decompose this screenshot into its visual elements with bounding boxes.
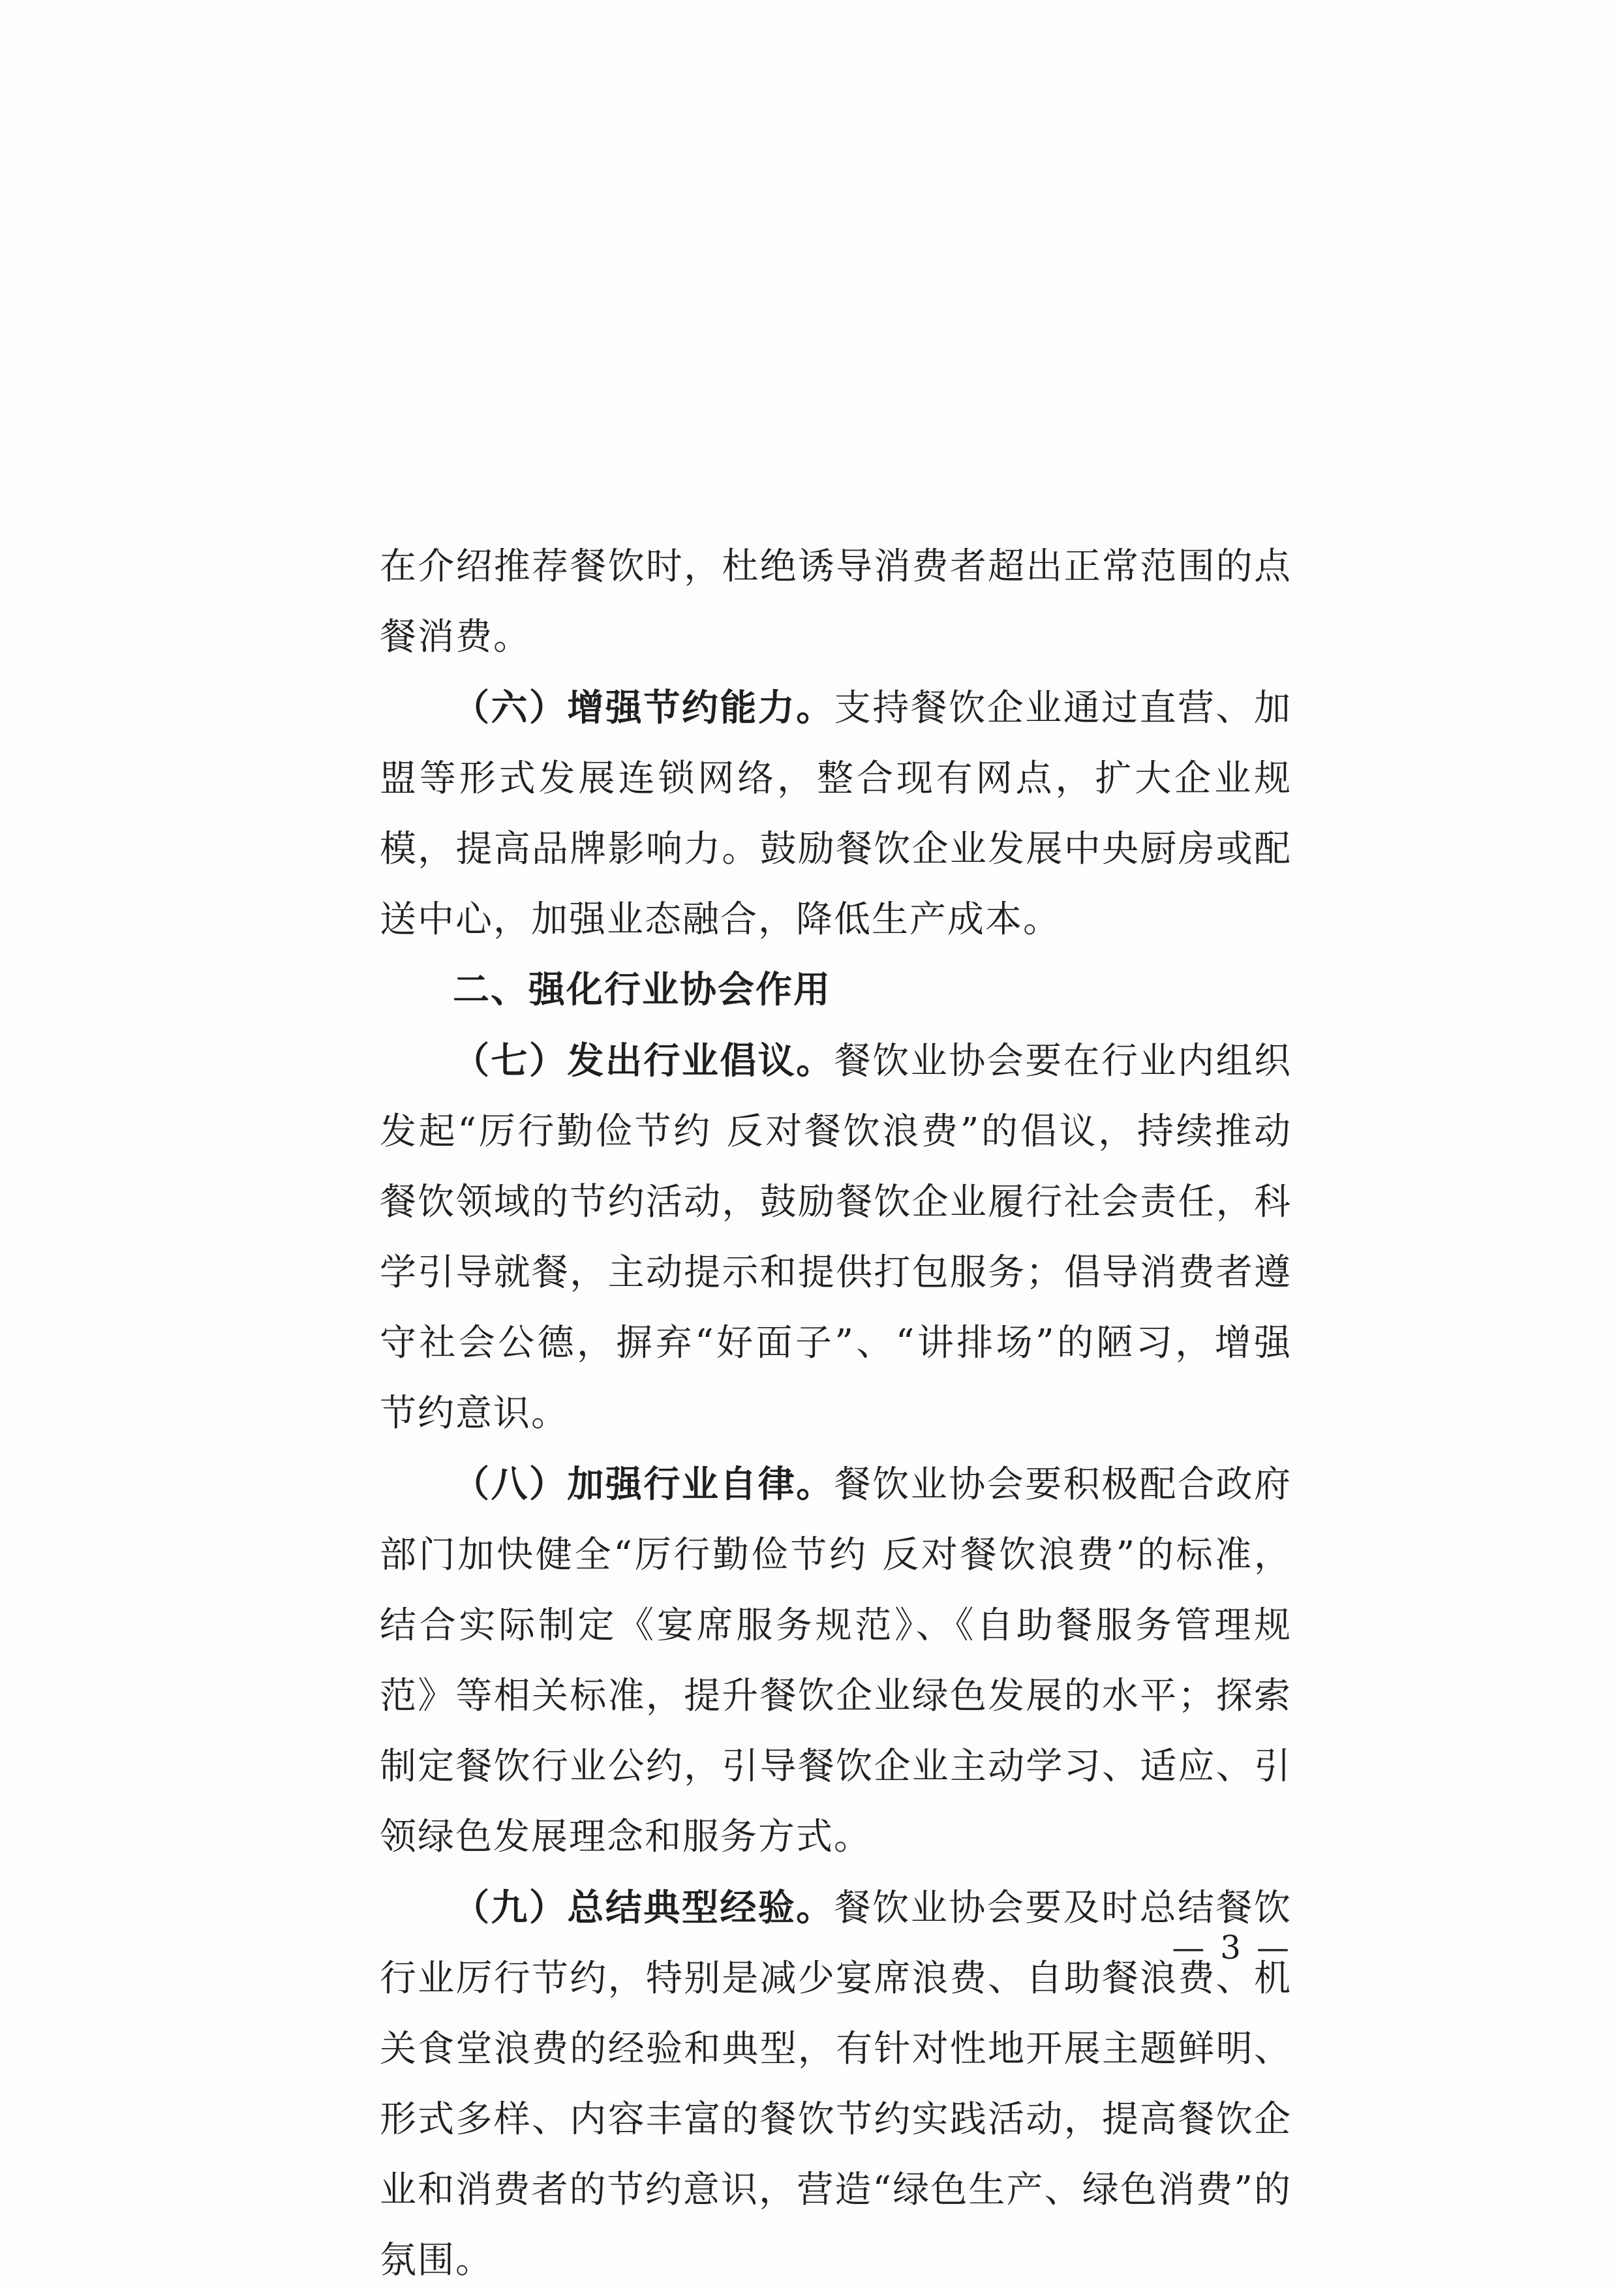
continuation-text: 在介绍推荐餐饮时，杜绝诱导消费者超出正常范围的点餐消费。 (380, 545, 1292, 658)
page-number: — 3 — (1172, 1929, 1292, 1967)
item-9-body: 餐饮业协会要及时总结餐饮行业厉行节约，特别是减少宴席浪费、自助餐浪费、机关食堂浪费的经验和典型，有针对性地开展主题鲜明、形式多样、内容丰富的餐饮节约实践活动，提高餐饮企业和消费者的节约意识，营造“绿色生产、绿色消费”的氛围。 (380, 1887, 1292, 2282)
item-8-body: 餐饮业协会要积极配合政府部门加快健全“厉行勤俭节约 反对餐饮浪费”的标准，结合实际制定《宴席服务规范》、《自助餐服务管理规范》等相关标准，提升餐饮企业绿色发展的水平；探索制定餐饮行业公约，引导餐饮企业主动学习、适应、引领绿色发展理念和服务方式。 (380, 1463, 1292, 1858)
item-7-body: 餐饮业协会要在行业内组织发起“厉行勤俭节约 反对餐饮浪费”的倡议，持续推动餐饮领域的节约活动，鼓励餐饮企业履行社会责任，科学引导就餐，主动提示和提供打包服务；倡导消费者遵守社会公德，摒弃“好面子”、“讲排场”的陋习，增强节约意识。 (380, 1040, 1292, 1435)
continuation-paragraph (380, 532, 1292, 673)
item-8-heading: （八）加强行业自律。 (453, 1463, 834, 1506)
item-6-heading: （六）增强节约能力。 (453, 686, 834, 729)
item-7-paragraph (380, 1026, 1292, 1449)
item-6-paragraph (380, 673, 1292, 955)
item-6-body: 支持餐饮企业通过直营、加盟等形式发展连锁网络，整合现有网点，扩大企业规模，提高品牌影响力。鼓励餐饮企业发展中央厨房或配送中心，加强业态融合，降低生产成本。 (380, 687, 1292, 941)
item-9-heading: （九）总结典型经验。 (453, 1886, 834, 1929)
section-2-heading: 二、强化行业协会作用 (453, 969, 831, 1011)
body-text (380, 532, 1292, 2296)
item-7-heading: （七）发出行业倡议。 (453, 1039, 834, 1082)
item-8-paragraph (380, 1449, 1292, 1873)
